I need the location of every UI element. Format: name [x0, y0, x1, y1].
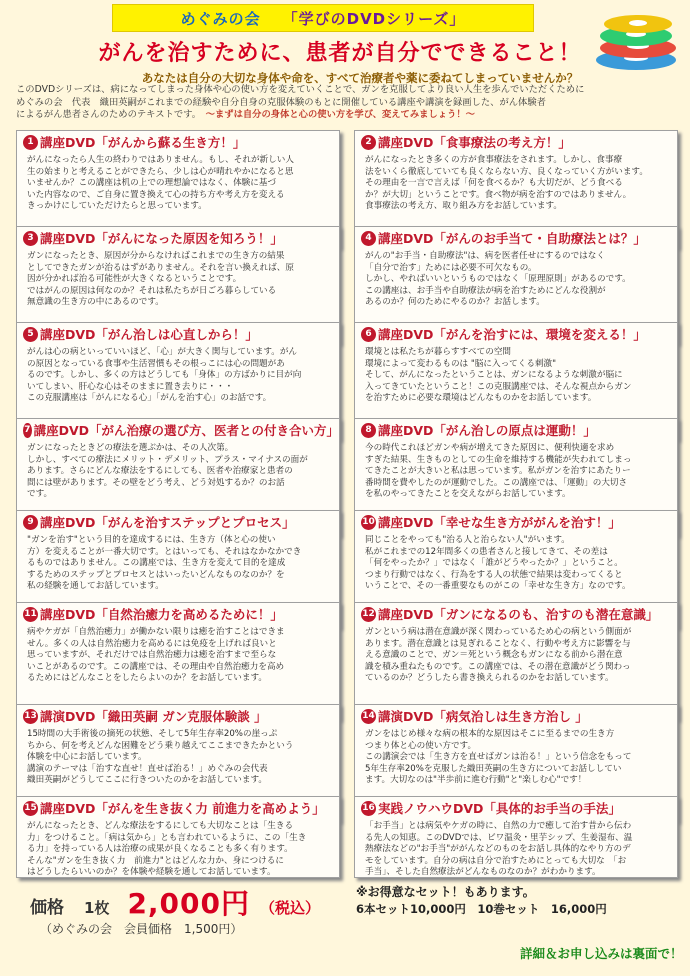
card-body: 今の時代これほどガンや病が増えてきた原因に、便利快適を求め すぎた結果、生きものとしての生命を維持する機能が失われてしまっ てきたことが大きいと私は思っています。私がガンを治すにあたりー 番時間を費やしたのが運動でした。この講座では、「運動」の大切さ を私のやってきたことを交えながらお話しています。	[365, 443, 632, 500]
card-title: 講座DVD「がんになった原因を知ろう！」	[40, 231, 283, 246]
dvd-card-11	[16, 602, 340, 720]
card-number: 10	[361, 515, 376, 530]
card-body: がんになったら人生の終わりではありません。もし、それが新しい人 生の始まりと考えることができたら、少しは心が晴れやかになると思 いませんか？この講座は机の上での理想論ではなく、体験に基づ いた内容なので、ご自身に置き換えて心の持ち方や考え方を変える きっかけにしていただけたらと思っています。	[27, 155, 294, 212]
intro-text	[16, 84, 676, 122]
intro-highlight: ～まずは自分の身体と心の使い方を学び、変えてみましょう！～	[205, 109, 475, 121]
card-number: 2	[361, 135, 376, 150]
card-body: 環境とは私たちが暮らすすべての空間 環境によって変わるものは "脳に入ってくる刺激" そして、がんになったということは、ガンになるような刺激が脳に 入ってきていたということ！この克服講座では、そんな視点からガン を治すために必要な環境はどんなものかをお話しています。	[365, 347, 632, 404]
dvd-card-15	[16, 796, 340, 878]
card-body: がんは心の病といっていいほど、「心」が大きく関与しています。がん の原因となっている食事や生活習慣もその根っこには心の問題があ るのです。しかし、多くの方はどうしても「身体」の方ばかりに目が向 いてしまい、肝心な心はそのままに置き去りに・・・ この克服講座は「がんになる心」「がんを治す心」のお話です。	[27, 347, 302, 404]
card-title: 講座DVD「がんのお手当て・自助療法とは？」	[378, 231, 646, 246]
card-number: 4	[361, 231, 376, 246]
card-number: 11	[23, 607, 38, 622]
main-title: がんを治すために、患者が自分でできること！	[98, 41, 582, 66]
card-title: 講座DVD「幸せな生き方ががんを治す！」	[378, 515, 621, 530]
tagline: あなたは自分の大切な身体や命を、すべて治療者や薬に委ねてしまっていませんか？	[141, 71, 579, 85]
card-number: 15	[23, 801, 38, 816]
price-qty: 1枚	[84, 899, 110, 917]
series-name: 「学びのDVDシリーズ」	[282, 9, 466, 28]
card-title: 講座DVD「ガンになるのも、治すのも潜在意識」	[378, 607, 659, 622]
card-number: 13	[23, 709, 38, 724]
price-amount: 2,000円	[127, 887, 251, 920]
detail-note: 詳細＆お申し込みは裏面で！	[520, 946, 683, 961]
member-price: （めぐみの会 会員価格 1,500円）	[40, 922, 243, 936]
price-line	[30, 882, 320, 922]
price-tax: （税込）	[260, 899, 321, 917]
card-body: がんになったとき、どんな療法をするにしても大切なことは「生きる 力」をつけること。「病は気から」とも言われているように、この「生き る力」を持っている人は治療の成果が良くなることも多く有ります。 そんな"ガンを生き抜く力 前進力"とはどんな力か、身につけるに はどうしたらいいのか？を体験や経験を通してお話しています。	[27, 821, 307, 877]
card-title: 講座DVD「がん治しは心直しから！」	[40, 327, 258, 342]
card-number: 8	[361, 423, 376, 438]
card-title: 講演DVD「病気治しは生き方治し 」	[378, 709, 588, 724]
card-number: 9	[23, 515, 38, 530]
card-title: 講座DVD「がんを治すステップとプロセス」	[40, 515, 295, 530]
card-title: 講座DVD「食事療法の考え方！」	[378, 135, 571, 150]
org-name: めぐみの会	[180, 9, 261, 28]
card-title: 実践ノウハウDVD「具体的お手当の手法」	[378, 801, 621, 816]
card-body: がんになったとき多くの方が食事療法をされます。しかし、食事療 法をいくら徹底していても良くならない方、良くなっていく方がいます。 その理由を一言で言えば「何を食べるか？も大切だが、どう食べる か？が大切」ということです。食べ物が病を治すのではありません。 食事療法の考え方、取り組み方をお話しています。	[365, 155, 648, 212]
card-body: ガンになったときどの療法を選ぶかは、その人次第。 しかし、すべての療法にメリット・デメリット、プラス・マイナスの面が あります。さらにどんな療法をするにしても、医者や治療家と患者の 間には壁があります。その壁をどう考え、どう対処するか？のお話 です。	[27, 443, 308, 500]
dvd-card-12	[354, 602, 678, 720]
card-body: 「お手当」とは病気やケガの時に、自然の力で癒して治す昔から伝わ る先人の知恵。このDVDでは、ビワ温灸・里芋シップ、生姜湿布、温 熱療法などの"お手当"ががんなどのものをお話し具体的なやり方のデ モをしています。自分の病は自分で治すためにとっても大切な 「お 手当」、そした自然療法がどんなものなのか？がわかります。	[365, 821, 633, 877]
card-body: 同じことをやっても"治る人と治らない人"がいます。 私がこれまでの12年間多くの患者さんと接してきて、その差は 「何をやったか？」ではなく「誰がどうやったか？」ということ。 つまり行動ではなく、行為をする人の状態で結果は変わってくると いうことで、その一番重要なものがこの「幸せな生き方」なのです。	[365, 535, 631, 592]
set-offer-prices: 6本セット10,000円 10巻セット 16,000円	[356, 902, 607, 916]
card-title: 講座DVD「がんを治すには、環境を変える！」	[378, 327, 646, 342]
card-number: 12	[361, 607, 376, 622]
card-body: "ガンを治す"という目的を達成するには、生き方（体と心の使い 方）を変えることが一番大切です。とはいっても、それはなかなかでき るものではありません。この講座では、生き方を変えて目的を達成 するためのステップとプロセスとはいったいどんなものなのか？を 私の経験を通してお話しています。	[27, 535, 302, 592]
set-offer-heading: ※お得意なセット！もあります。	[356, 885, 535, 899]
card-title: 講座DVD「がんを生き抜く力 前進力を高めよう」	[40, 801, 325, 816]
card-number: 3	[23, 231, 38, 246]
card-number: 16	[361, 801, 376, 816]
intro-line: めぐみの会 代表 織田英嗣がこれまでの経験や自分自身の克服体験のもとに開催している講座や講演を録画した、がん体験者	[16, 96, 546, 108]
card-body: ガンをはじめ様々な病の根本的な原因はそこに至るまでの生き方 つまり体と心の使い方です。 この講演会では「生き方を直せばガンは治る！」という信念をもって 5年生存率20%を克服した織田英嗣の生き方についてお話ししてい ます。大切なのは"半歩前に進む行動"と"楽しむ心"です！	[365, 729, 632, 786]
series-banner	[112, 4, 534, 32]
card-number: 5	[23, 327, 38, 342]
card-title: 講演DVD「織田英嗣 ガン克服体験談 」	[40, 709, 267, 724]
card-number: 1	[23, 135, 38, 150]
card-body: 15時間の大手術後の摘死の状態、そして5年生存率20%の崖っぷ ちから、何を考えどんな困難をどう乗り越えてここまできたかという 体験を中心にお話しています。 講演のテーマは「治すな直せ！直せば治る！」めぐみの会代表 織田英嗣がどうしてここに行きついたのかをお話しています。	[27, 729, 294, 786]
card-title: 講座DVD「がん治療の選び方、医者との付き合い方」	[33, 423, 339, 438]
card-body: ガンという病は潜在意識が深く関わっているため心の病という側面が あります。潜在意識とは見ぎれることなく、行動や考え方に影響を与 える意識のことで、ガン＝死という概念もガンになる前から潜在意 識を積み重ねたものです。この講座では、その潜在意識がどう関わっ ているのか？どうしたら書き換えられるのかをお話しています。	[365, 627, 632, 684]
card-title: 講座DVD「がんから蘇る生き方！」	[40, 135, 246, 150]
card-body: 病やケガが「自然治癒力」が働かない限りは癒を治すことはできま せん。多くの人は自然治癒力を高めるには免疫を上げれば良いと 思っていますが、それだけでは自然治癒力は癒を治すまで至らな いことがあるのです。この講座では、その理由や自然治癒力を高め るためにはどんなことをしたらよいのか？をお話しています。	[27, 627, 285, 684]
intro-line: このDVDシリーズは、病になってしまった身体や心の使い方を変えていくことで、ガンを克服してより良い人生を歩んでいただくために	[16, 84, 585, 95]
card-body: がんの"お手当・自助療法"は、病を医者任せにするのではなく 「自分で治す」ためには必要不可欠なもの。 しかし、やればいいというものではなく「原理原則」があるのです。 この講座は、お手当や自助療法が病を治すためにどんな役割が あるのか？何のためにやるのか？お話します。	[365, 251, 631, 308]
card-number: 6	[361, 327, 376, 342]
card-body: ガンになったとき、原因が分からなければこれまでの生き方の結果 としてできたガンが治るはずがありません。それを言い換えれば、原 因が分かれば治る可能性が大きくなるということです。 ではがんの原因は何なのか？それは私たちが日ごろ暮らしている 無意識の生き方の中にあるのです。	[27, 251, 294, 308]
intro-line: によるがん患者さんのためのテキストです。 ～まずは自分の身体と心の使い方を学び、変えてみましょう！～	[16, 109, 475, 121]
card-number: 7	[23, 423, 32, 438]
card-title: 講座DVD「自然治癒力を高めるために！」	[40, 607, 283, 622]
dvd-card-16	[354, 796, 678, 878]
card-title: 講座DVD「がん治しの原点は運動！」	[378, 423, 596, 438]
card-number: 14	[361, 709, 376, 724]
price-label: 価格	[30, 898, 64, 918]
